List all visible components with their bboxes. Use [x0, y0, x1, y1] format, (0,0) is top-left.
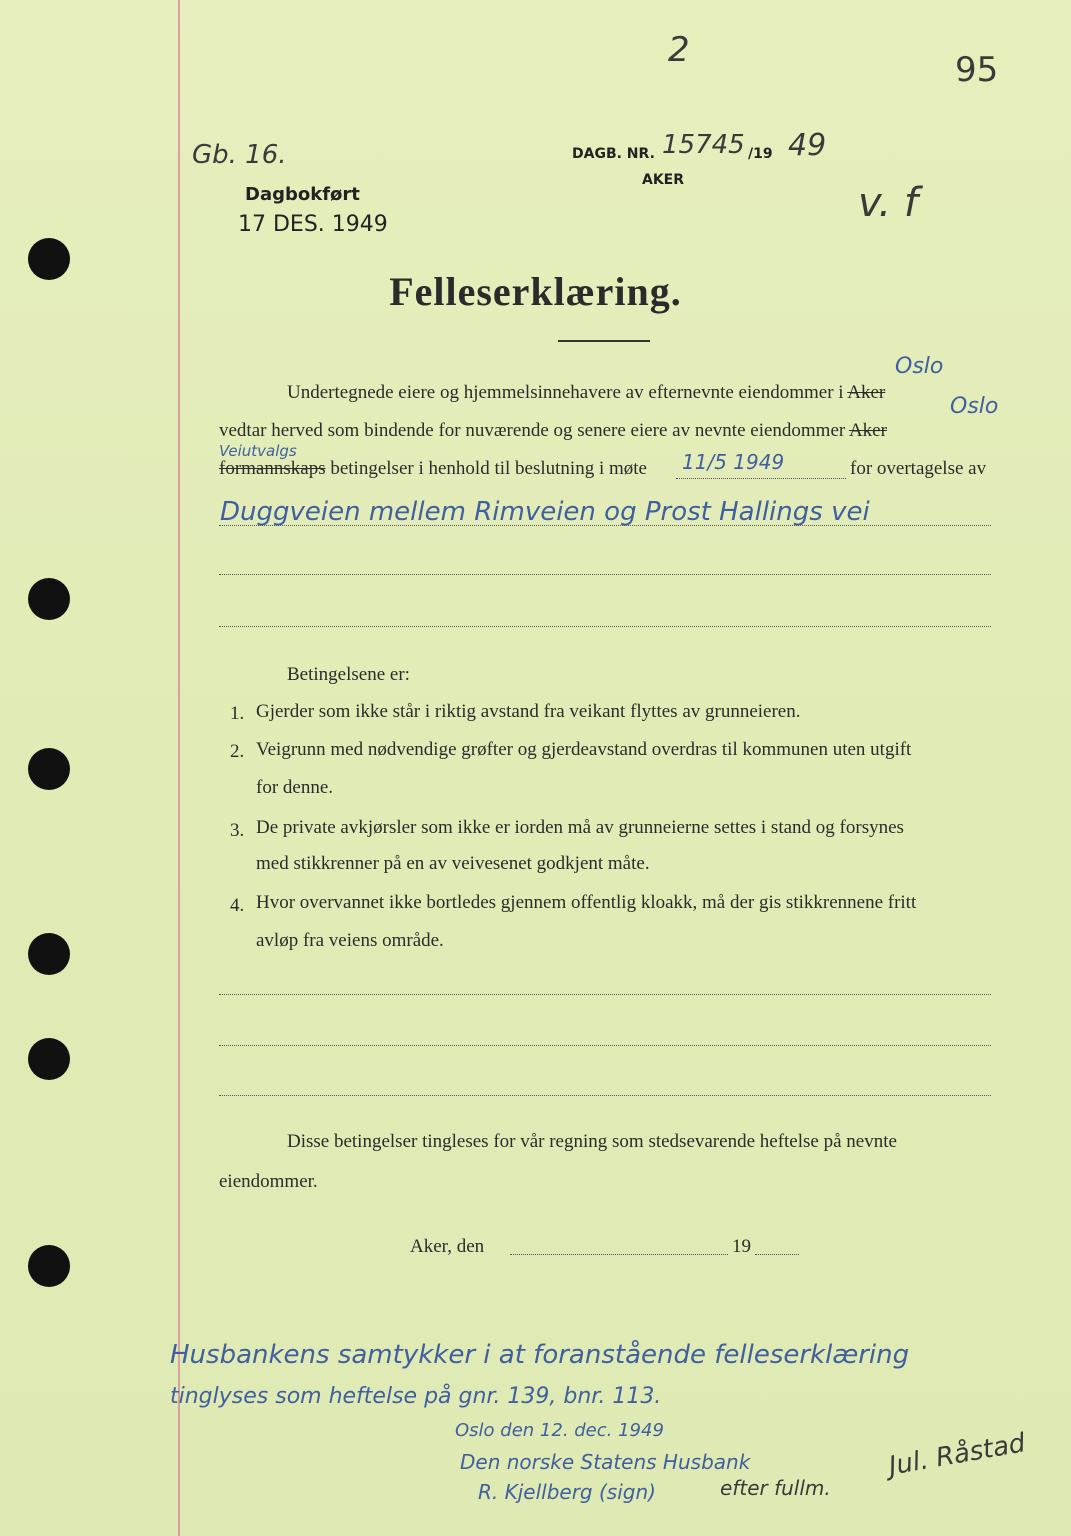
meeting-date-line [676, 478, 846, 479]
fill-line [219, 525, 991, 526]
intro-line-2: vedtar herved som bindende for nuværende og senere eiere av nevnte eiendommer Aker [219, 420, 887, 441]
stamp-date: 17 DES. 1949 [238, 212, 388, 237]
fill-line [219, 994, 991, 995]
dagb-place: AKER [642, 172, 685, 188]
document-title: Felleserklæring. [389, 269, 682, 314]
meeting-date: 11/5 1949 [682, 450, 785, 474]
condition-number: 4. [230, 895, 245, 916]
handwritten-page-number: 2 [668, 30, 690, 70]
condition-number: 2. [230, 741, 245, 762]
condition-text: Hvor overvannet ikke bortledes gjennem offentlig kloakk, må der gis stikkrennene fritt [256, 892, 917, 913]
intro-line-3-end: for overtagelse av [850, 458, 987, 479]
year-line [755, 1254, 799, 1255]
hand-oslo-1: Oslo [895, 354, 944, 379]
note-line-4: Den norske Statens Husbank [460, 1450, 751, 1474]
condition-text: avløp fra veiens område. [256, 930, 444, 951]
road-description: Duggveien mellem Rimveien og Prost Hallings vei [220, 497, 870, 527]
folio-number: 95 [955, 50, 999, 90]
punch-hole [28, 1038, 70, 1080]
conditions-heading: Betingelsene er: [287, 664, 410, 685]
condition-text: De private avkjørsler som ikke er iorden må av grunneierne settes i stand og forsynes [256, 817, 904, 838]
condition-text: for denne. [256, 777, 334, 798]
note-line-5: R. Kjellberg (sign) [478, 1480, 656, 1504]
punch-hole [28, 1245, 70, 1287]
margin-rule [178, 0, 180, 1536]
condition-number: 1. [230, 703, 245, 724]
fill-line [219, 1095, 991, 1096]
note-efter-fullm: efter fullm. [720, 1476, 831, 1500]
signature: Jul. Råstad [886, 1428, 1028, 1482]
note-line-1: Husbankens samtykker i at foranstående felleserklæring [170, 1340, 910, 1370]
condition-text: med stikkrenner på en av veivesenet godkjent måte. [256, 853, 650, 874]
initials: v. f [858, 180, 918, 226]
gb-note: Gb. 16. [192, 140, 287, 170]
intro-line-3: formannskaps betingelser i henhold til beslutning i møte [219, 458, 647, 479]
fill-line [219, 1045, 991, 1046]
dagb-label: DAGB. NR. [572, 146, 655, 162]
fill-line [219, 626, 991, 627]
dagb-number: 15745 [662, 130, 745, 160]
note-line-2: tinglyses som heftelse på gnr. 139, bnr. 113. [170, 1384, 662, 1409]
dagb-suffix: /19 [748, 146, 773, 162]
hand-oslo-2: Oslo [950, 394, 999, 419]
note-line-3: Oslo den 12. dec. 1949 [455, 1420, 664, 1441]
condition-number: 3. [230, 820, 245, 841]
condition-text: Gjerder som ikke står i riktig avstand fra veikant flyttes av grunneieren. [256, 701, 801, 722]
title-underline [558, 340, 650, 342]
punch-hole [28, 748, 70, 790]
intro-line-1: Undertegnede eiere og hjemmelsinnehavere av efternevnte eiendommer i Aker [287, 382, 886, 403]
year-prefix: 19 [732, 1236, 751, 1257]
date-line [510, 1254, 728, 1255]
fill-line [219, 574, 991, 575]
condition-text: Veigrunn med nødvendige grøfter og gjerdeavstand overdras til kommunen uten utgift [256, 739, 912, 760]
place-date-label: Aker, den [410, 1236, 485, 1257]
stamp-received: Dagbokført [245, 184, 360, 205]
hand-veiutvalgs: Veiutvalgs [219, 442, 297, 460]
punch-hole [28, 578, 70, 620]
closing-line-2: eiendommer. [219, 1171, 318, 1192]
punch-hole [28, 933, 70, 975]
closing-line-1: Disse betingelser tingleses for vår regning som stedsevarende heftelse på nevnte [287, 1131, 897, 1152]
dagb-year: 49 [788, 128, 827, 163]
